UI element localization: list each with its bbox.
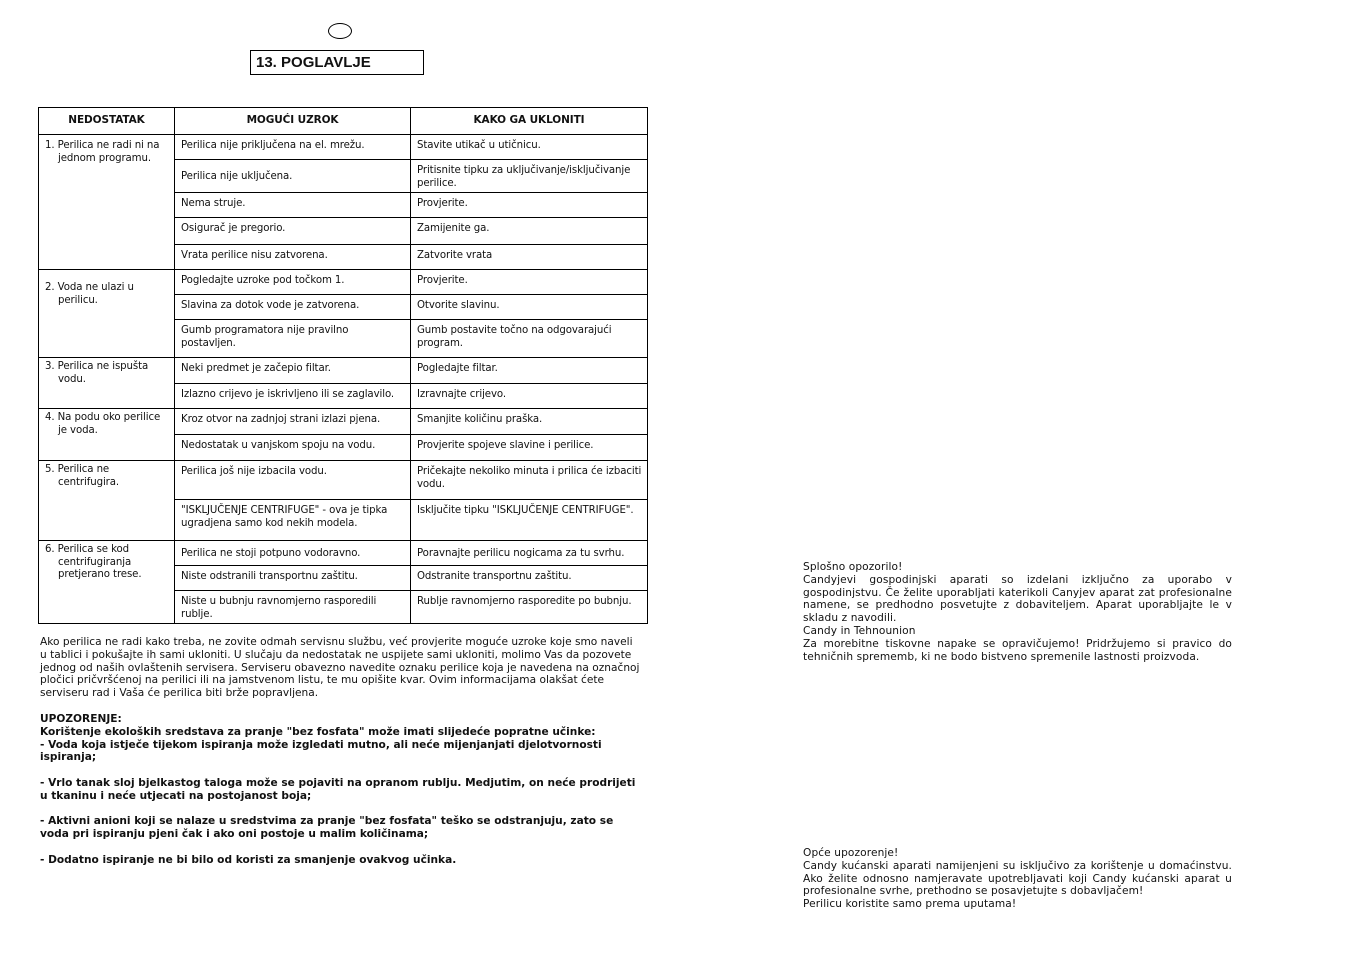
remedy-cell: Pritisnite tipku za uključivanje/isključivanje perilice. [411, 160, 648, 193]
table-row [39, 409, 648, 435]
fault-cell [39, 270, 175, 358]
remedy-cell: Zatvorite vrata [411, 245, 648, 270]
fault-cell [39, 135, 175, 270]
cause-cell: Niste odstranili transportnu zaštitu. [175, 566, 411, 591]
cause-cell: "ISKLJUČENJE CENTRIFUGE" - ova je tipka ugradjena samo kod nekih modela. [175, 500, 411, 541]
cause-cell: Perilica nije uključena. [175, 160, 411, 193]
chapter-title: 13. POGLAVLJE [250, 50, 424, 75]
header-fault: NEDOSTATAK [39, 108, 175, 135]
remedy-cell: Odstranite transportnu zaštitu. [411, 566, 648, 591]
fault-cell [39, 461, 175, 541]
fault-text: 6. Perilica se kod centrifugiranja pretjerano trese. [45, 544, 142, 580]
fault-text: 3. Perilica ne ispušta vodu. [45, 361, 149, 385]
table-row [39, 270, 648, 295]
cause-cell: Slavina za dotok vode je zatvorena. [175, 295, 411, 320]
cause-cell: Pogledajte uzroke pod točkom 1. [175, 270, 411, 295]
remedy-cell: Otvorite slavinu. [411, 295, 648, 320]
warning-item: - Voda koja istječe tijekom ispiranja može izgledati mutno, ali neće mijenjanjati djelotvornosti ispiranja; [40, 738, 602, 764]
croatian-notice [803, 847, 1232, 911]
cause-cell: Gumb programatora nije pravilno postavljen. [175, 320, 411, 358]
cause-cell: Perilica još nije izbacila vodu. [175, 461, 411, 500]
remedy-cell: Rublje ravnomjerno rasporedite po bubnju. [411, 591, 648, 624]
notice-text: Candy kućanski aparati namijenjeni su isključivo za korištenje u domaćinstvu. Ako želite odnosno namjeravate upotrebljavati koji Candy kućanski aparat u profesionalne svrhe, prethodno se posavjetujte s dobavljačem! [803, 859, 1232, 898]
remedy-cell: Stavite utikač u utičnicu. [411, 135, 648, 160]
fault-cell [39, 358, 175, 409]
cause-cell: Perilica nije priključena na el. mrežu. [175, 135, 411, 160]
header-remedy: KAKO GA UKLONITI [411, 108, 648, 135]
table-row [39, 541, 648, 566]
cause-cell: Kroz otvor na zadnjoj strani izlazi pjena. [175, 409, 411, 435]
remedy-cell: Provjerite. [411, 270, 648, 295]
notice-heading: Splošno opozorilo! [803, 561, 903, 573]
remedy-cell: Provjerite. [411, 193, 648, 218]
remedy-cell: Gumb postavite točno na odgovarajući program. [411, 320, 648, 358]
cause-cell: Perilica ne stoji potpuno vodoravno. [175, 541, 411, 566]
cause-cell: Niste u bubnju ravnomjerno rasporedili rublje. [175, 591, 411, 624]
notice-text: Candyjevi gospodinjski aparati so izdelani izključno za uporabo v gospodinjstvu. Če želite uporabljati katerikoli Canyjev aparat zat profesionalne namene, se predhodno posvetujte z dobaviteljem. Aparat uporabljajte le v skladu z navodili. [803, 573, 1232, 625]
remedy-cell: Provjerite spojeve slavine i perilice. [411, 435, 648, 461]
slovenian-notice [803, 561, 1232, 663]
warning-item: - Aktivni anioni koji se nalaze u sredstvima za pranje "bez fosfata" teško se odstranjuju, zato se voda pri ispiranju pjeni čak i ako oni postoje u malim količinama; [40, 815, 614, 841]
intro-paragraph [40, 636, 640, 700]
remedy-cell: Poravnajte perilicu nogicama za tu svrhu. [411, 541, 648, 566]
warning-section [40, 713, 640, 867]
remedy-cell: Smanjite količinu praška. [411, 409, 648, 435]
remedy-cell: Isključite tipku "ISKLJUČENJE CENTRIFUGE". [411, 500, 648, 541]
table-row [39, 358, 648, 384]
remedy-cell: Zamijenite ga. [411, 218, 648, 245]
fault-cell [39, 409, 175, 461]
warning-title: UPOZORENJE: [40, 713, 122, 725]
warning-lead: Korištenje ekoloških sredstava za pranje "bez fosfata" može imati slijedeće popratne učinke: [40, 725, 596, 738]
remedy-cell: Pričekajte nekoliko minuta i prilica će izbaciti vodu. [411, 461, 648, 500]
table-row [39, 461, 648, 500]
fault-text: 2. Voda ne ulazi u perilicu. [45, 282, 134, 306]
intro-text: Ako perilica ne radi kako treba, ne zovite odmah servisnu službu, već provjerite moguće uzroke koje smo naveli u tablici i pokušajte ih sami ukloniti. U slučaju da nedostatak ne uspijete sami ukloniti, molimo Vas da pozovete jednog od naših ovlaštenih servisera. Serviseru obavezno navedite oznaku perilice koja je navedena na označnoj pločici pričvršćenoj na perilici ili na jamstvenom listu, te mu opišite kvar. Ovim informacijama olakšat ćete serviseru rad i Vaša će perilica biti brže popravljena. [40, 636, 640, 700]
fault-text: 5. Perilica ne centrifugira. [45, 464, 120, 488]
notice-text: Za morebitne tiskovne napake se opravičujemo! Pridržujemo si pravico do tehničnih sprememb, ki ne bodo bistveno spremenile lastnosti proizvoda. [803, 637, 1232, 663]
notice-company: Candy in Tehnounion [803, 624, 916, 637]
table-row [39, 135, 648, 160]
fault-text: 1. Perilica ne radi ni na jednom programu. [45, 140, 160, 164]
notice-heading: Opće upozorenje! [803, 847, 899, 859]
notice-text: Perilicu koristite samo prema uputama! [803, 898, 1017, 911]
troubleshooting-table [38, 107, 648, 624]
remedy-cell: Izravnajte crijevo. [411, 384, 648, 409]
cause-cell: Nema struje. [175, 193, 411, 218]
cause-cell: Nedostatak u vanjskom spoju na vodu. [175, 435, 411, 461]
warning-item: - Dodatno ispiranje ne bi bilo od koristi za smanjenje ovakvog učinka. [40, 853, 457, 866]
table-header-row [39, 108, 648, 135]
fault-text: 4. Na podu oko perilice je voda. [45, 412, 161, 436]
cause-cell: Vrata perilice nisu zatvorena. [175, 245, 411, 270]
warning-item: - Vrlo tanak sloj bjelkastog taloga može se pojaviti na opranom rublju. Medjutim, on neće prodrijeti u tkaninu i neće utjecati na postojanost boja; [40, 776, 636, 802]
cause-cell: Neki predmet je začepio filtar. [175, 358, 411, 384]
header-cause: MOGUĆI UZROK [175, 108, 411, 135]
remedy-cell: Pogledajte filtar. [411, 358, 648, 384]
cause-cell: Osigurač je pregorio. [175, 218, 411, 245]
cause-cell: Izlazno crijevo je iskrivljeno ili se zaglavilo. [175, 384, 411, 409]
fault-cell [39, 541, 175, 624]
language-oval-marker [328, 23, 352, 39]
